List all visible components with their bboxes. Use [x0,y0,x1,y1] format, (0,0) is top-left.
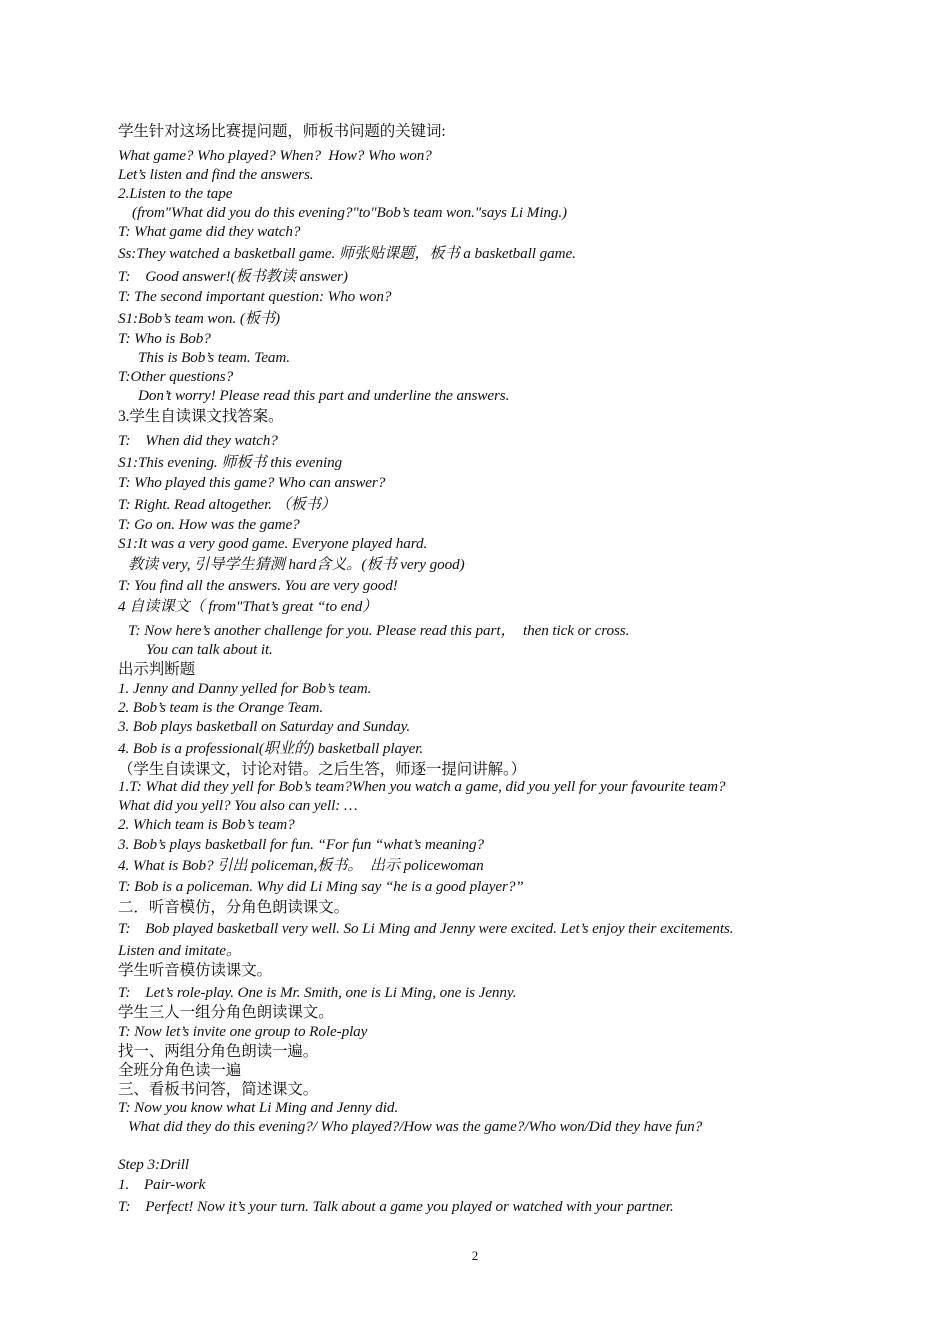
text-line: T: Who is Bob? [118,330,211,347]
text-line: T: Good answer!(板书教读 answer) [118,268,348,285]
text-line: 3.学生自读课文找答案。 [118,408,284,425]
text-line: T: Bob played basketball very well. So Li Ming and Jenny were excited. Let’s enjoy their excitements. [118,920,734,937]
text-line: What game? Who played? When? How? Who won? [118,147,432,164]
text-line: T: Go on. How was the game? [118,516,300,533]
text-line: 1.T: What did they yell for Bob’s team?When you watch a game, did you yell for your favourite team? [118,778,726,795]
text-line: 4. What is Bob? 引出 policeman,板书。 出示 policewoman [118,857,484,874]
text-line: 学生听音模仿读课文。 [118,962,273,979]
text-line: 3. Bob plays basketball on Saturday and Sunday. [118,718,411,735]
text-line: T: Let’s role-play. One is Mr. Smith, one is Li Ming, one is Jenny. [118,984,517,1001]
text-line: Let’s listen and find the answers. [118,166,314,183]
text-line: T: Perfect! Now it’s your turn. Talk about a game you played or watched with your partner. [118,1198,674,1215]
text-line: (from"What did you do this evening?"to"Bob’s team won."says Li Ming.) [132,204,567,221]
text-line: （学生自读课文，讨论对错。之后生答，师逐一提问讲解。） [118,761,527,778]
text-line: What did they do this evening?/ Who played?/How was the game?/Who won/Did they have fun? [128,1118,703,1135]
text-line: 2.Listen to the tape [118,185,233,202]
text-line: T: What game did they watch? [118,223,301,240]
text-line: Ss:They watched a basketball game. 师张贴课题，板书 a basketball game. [118,245,576,262]
text-line: 4 自读课文（ from"That’s great “to end） [118,598,378,615]
text-line: S1:It was a very good game. Everyone played hard. [118,535,428,552]
text-line: Don’t worry! Please read this part and underline the answers. [138,387,510,404]
text-line: T: You find all the answers. You are very good! [118,577,398,594]
text-line: 3. Bob’s plays basketball for fun. “For fun “what’s meaning? [118,836,484,853]
text-line: This is Bob’s team. Team. [138,349,290,366]
text-line: T: Right. Read altogether. （板书） [118,496,336,513]
text-line: T: When did they watch? [118,432,278,449]
text-line: 1. Jenny and Danny yelled for Bob’s team. [118,680,372,697]
text-line: T: Bob is a policeman. Why did Li Ming say “he is a good player?” [118,878,524,895]
text-line: T:Other questions? [118,368,234,385]
text-line: 1. Pair-work [118,1176,206,1193]
text-line: 2. Bob’s team is the Orange Team. [118,699,324,716]
text-line: 2. Which team is Bob’s team? [118,816,295,833]
text-line: What did you yell? You also can yell: … [118,797,358,814]
text-line: S1:Bob’s team won. (板书) [118,310,280,327]
text-line: Listen and imitate。 [118,942,241,959]
text-line: T: Who played this game? Who can answer? [118,474,386,491]
text-line: T: The second important question: Who won? [118,288,392,305]
text-line: You can talk about it. [146,641,273,658]
text-line: 全班分角色读一遍 [118,1062,242,1079]
text-line: 找一、两组分角色朗读一遍。 [118,1043,319,1060]
text-line: 三、看板书问答，简述课文。 [118,1081,319,1098]
text-line: T: Now you know what Li Ming and Jenny did. [118,1099,399,1116]
text-line: 教读 very, 引导学生猜测 hard含义。(板书 very good) [128,556,465,573]
text-line: 二．听音模仿，分角色朗读课文。 [118,899,350,916]
text-line: 学生针对这场比赛提问题，师板书问题的关键词: [118,123,446,140]
text-line: T: Now here’s another challenge for you. Please read this part， then tick or cross. [128,622,630,639]
text-line: Step 3:Drill [118,1156,189,1173]
text-line: T: Now let’s invite one group to Role-play [118,1023,368,1040]
text-line: 学生三人一组分角色朗读课文。 [118,1004,334,1021]
page-number: 2 [471,1248,479,1263]
text-line: 4. Bob is a professional(职业的) basketball player. [118,740,424,757]
text-line: 出示判断题 [118,661,196,678]
text-line: S1:This evening. 师板书 this evening [118,454,343,471]
